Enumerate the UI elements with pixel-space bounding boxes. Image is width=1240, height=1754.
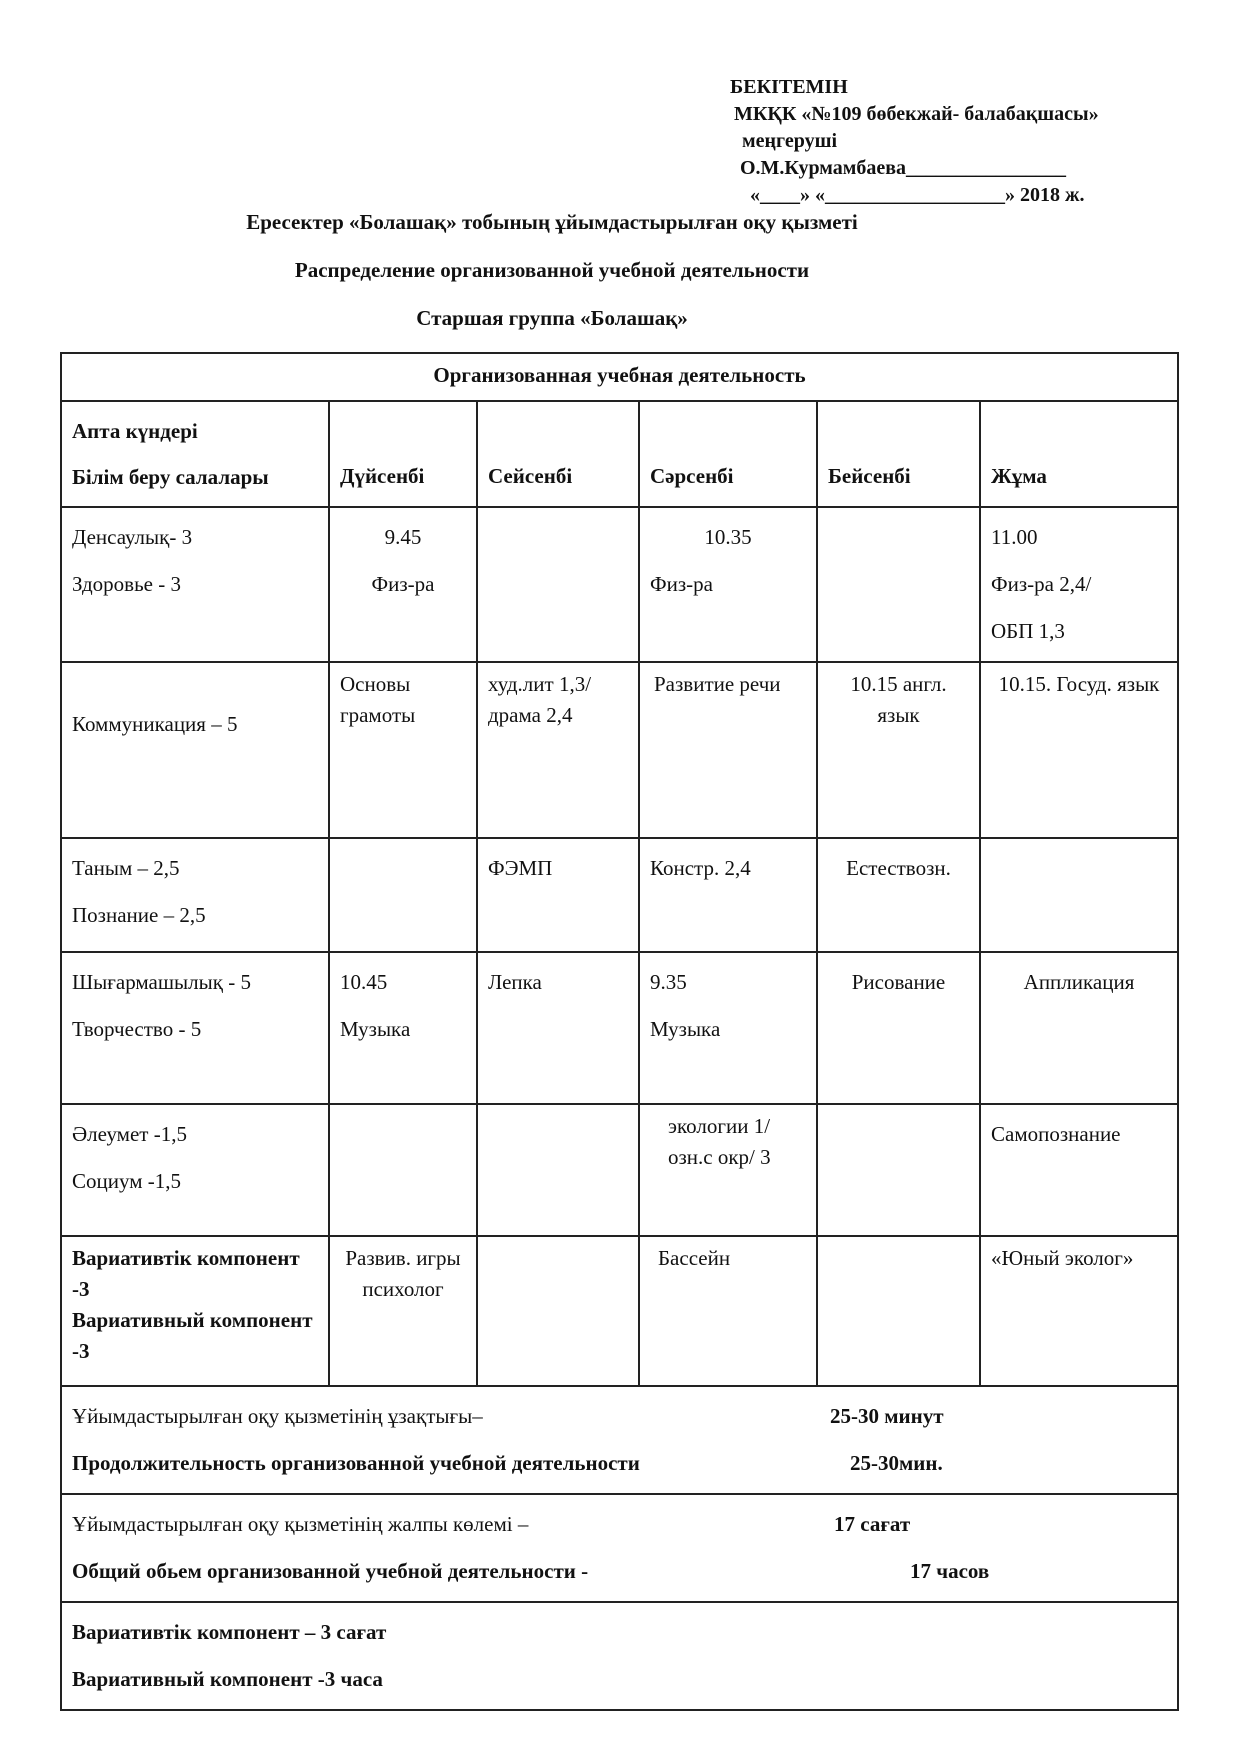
approval-org: МКҚК «№109 бөбекжай- балабақшасы» — [734, 103, 1099, 125]
cell-wed: экологии 1/ озн.с окр/ 3 — [639, 1104, 817, 1236]
approval-title: БЕКІТЕМІН — [730, 76, 848, 98]
header-day-thu: Бейсенбі — [817, 401, 980, 507]
volume-kaz-value: 17 сағат — [834, 1512, 911, 1536]
area-cell — [61, 1236, 329, 1386]
cell-thu: Рисование — [817, 952, 980, 1104]
table-row — [61, 662, 1178, 838]
cell-tue: худ.лит 1,3/ драма 2,4 — [477, 662, 639, 838]
time-label: 10.35 — [704, 525, 752, 549]
volume-kaz-label: Ұйымдастырылған оқу қызметінің жалпы көлемі – — [72, 1512, 529, 1536]
volume-rus-value: 17 часов — [910, 1559, 990, 1583]
time-label: 9.35 — [650, 970, 687, 994]
variative-rus: Вариативный компонент -3 часа — [72, 1667, 383, 1691]
cell-thu — [817, 507, 980, 662]
header-day-fri: Жұма — [980, 401, 1178, 507]
activity-label: ОБП 1,3 — [991, 619, 1065, 643]
cell-fri — [980, 507, 1178, 662]
area-rus: Творчество - 5 — [72, 1017, 202, 1041]
cell-mon: Развив. игры психолог — [329, 1236, 477, 1386]
cell-wed: Развитие речи — [639, 662, 817, 838]
cell-tue — [477, 1104, 639, 1236]
cell-mon — [329, 838, 477, 952]
area-cell — [61, 507, 329, 662]
area-kaz: Шығармашылық - 5 — [72, 970, 251, 994]
duration-rus-value: 25-30мин. — [850, 1451, 943, 1475]
cell-mon — [329, 507, 477, 662]
cell-tue: Лепка — [477, 952, 639, 1104]
summary-volume — [61, 1494, 1178, 1602]
cell-tue — [477, 507, 639, 662]
activity-label: Физ-ра — [371, 572, 435, 596]
area-cell — [61, 662, 329, 838]
header-areas-label: Білім беру салалары — [72, 465, 269, 489]
header-day-tue: Сейсенбі — [477, 401, 639, 507]
table-row — [61, 838, 1178, 952]
approval-date: «____» «__________________» 2018 ж. — [750, 184, 1085, 206]
cell-fri: Аппликация — [980, 952, 1178, 1104]
cell-mon: Основы грамоты — [329, 662, 477, 838]
cell-tue — [477, 1236, 639, 1386]
area-cell — [61, 838, 329, 952]
variative-kaz: Вариативтік компонент – 3 сағат — [72, 1620, 387, 1644]
approval-signature: О.М.Курмамбаева________________ — [740, 157, 1067, 179]
cell-wed: Констр. 2,4 — [639, 838, 817, 952]
time-label: 11.00 — [991, 525, 1038, 549]
cell-tue: ФЭМП — [477, 838, 639, 952]
approval-block — [730, 74, 1099, 209]
area-kaz: Денсаулық- 3 — [72, 525, 193, 549]
table-title: Организованная учебная деятельность — [61, 353, 1178, 401]
cell-fri: Самопознание — [980, 1104, 1178, 1236]
area-cell — [61, 1104, 329, 1236]
activity-label: Физ-ра — [650, 572, 713, 596]
duration-kaz-label: Ұйымдастырылған оқу қызметінің ұзақтығы– — [72, 1404, 483, 1428]
table-row — [61, 507, 1178, 662]
activity-label: Физ-ра 2,4/ — [991, 572, 1092, 596]
area-kaz: Таным – 2,5 — [72, 856, 180, 880]
cell-fri: 10.15. Госуд. язык — [980, 662, 1178, 838]
heading-group: Старшая группа «Болашақ» — [416, 306, 688, 330]
activity-label: Музыка — [650, 1017, 721, 1041]
cell-wed — [639, 507, 817, 662]
volume-rus-label: Общий обьем организованной учебной деятельности - — [72, 1559, 589, 1583]
area-cell — [61, 952, 329, 1104]
heading-kaz: Ересектер «Болашақ» тобының ұйымдастырылған оқу қызметі — [246, 210, 858, 234]
approval-role: меңгеруші — [742, 130, 838, 152]
duration-rus-label: Продолжительность организованной учебной деятельности — [72, 1451, 640, 1475]
schedule-table — [60, 352, 1179, 1711]
table-row — [61, 952, 1178, 1104]
cell-thu: Естествозн. — [817, 838, 980, 952]
header-left — [61, 401, 329, 507]
time-label: 9.45 — [384, 525, 422, 549]
summary-duration — [61, 1386, 1178, 1494]
heading-rus: Распределение организованной учебной деятельности — [294, 258, 810, 282]
area-kaz: Әлеумет -1,5 — [72, 1122, 187, 1146]
table-row — [61, 1236, 1178, 1386]
cell-wed — [639, 952, 817, 1104]
area-kaz: Коммуникация – 5 — [72, 712, 238, 736]
area-rus: Социум -1,5 — [72, 1169, 181, 1193]
header-day-wed: Сәрсенбі — [639, 401, 817, 507]
area-rus: Познание – 2,5 — [72, 903, 206, 927]
cell-mon — [329, 1104, 477, 1236]
area-rus: Вариативный компонент -3 — [72, 1308, 313, 1363]
cell-thu — [817, 1236, 980, 1386]
time-label: 10.45 — [340, 970, 388, 994]
cell-mon — [329, 952, 477, 1104]
cell-fri: «Юный эколог» — [980, 1236, 1178, 1386]
cell-wed: Бассейн — [639, 1236, 817, 1386]
cell-thu: 10.15 англ. язык — [817, 662, 980, 838]
header-days-label: Апта күндері — [72, 419, 198, 443]
activity-label: Музыка — [340, 1017, 411, 1041]
header-day-mon: Дүйсенбі — [329, 401, 477, 507]
cell-thu — [817, 1104, 980, 1236]
duration-kaz-value: 25-30 минут — [830, 1404, 944, 1428]
area-kaz: Вариативтік компонент -3 — [72, 1246, 300, 1301]
summary-variative — [61, 1602, 1178, 1710]
cell-fri — [980, 838, 1178, 952]
area-rus: Здоровье - 3 — [72, 572, 181, 596]
table-row — [61, 1104, 1178, 1236]
